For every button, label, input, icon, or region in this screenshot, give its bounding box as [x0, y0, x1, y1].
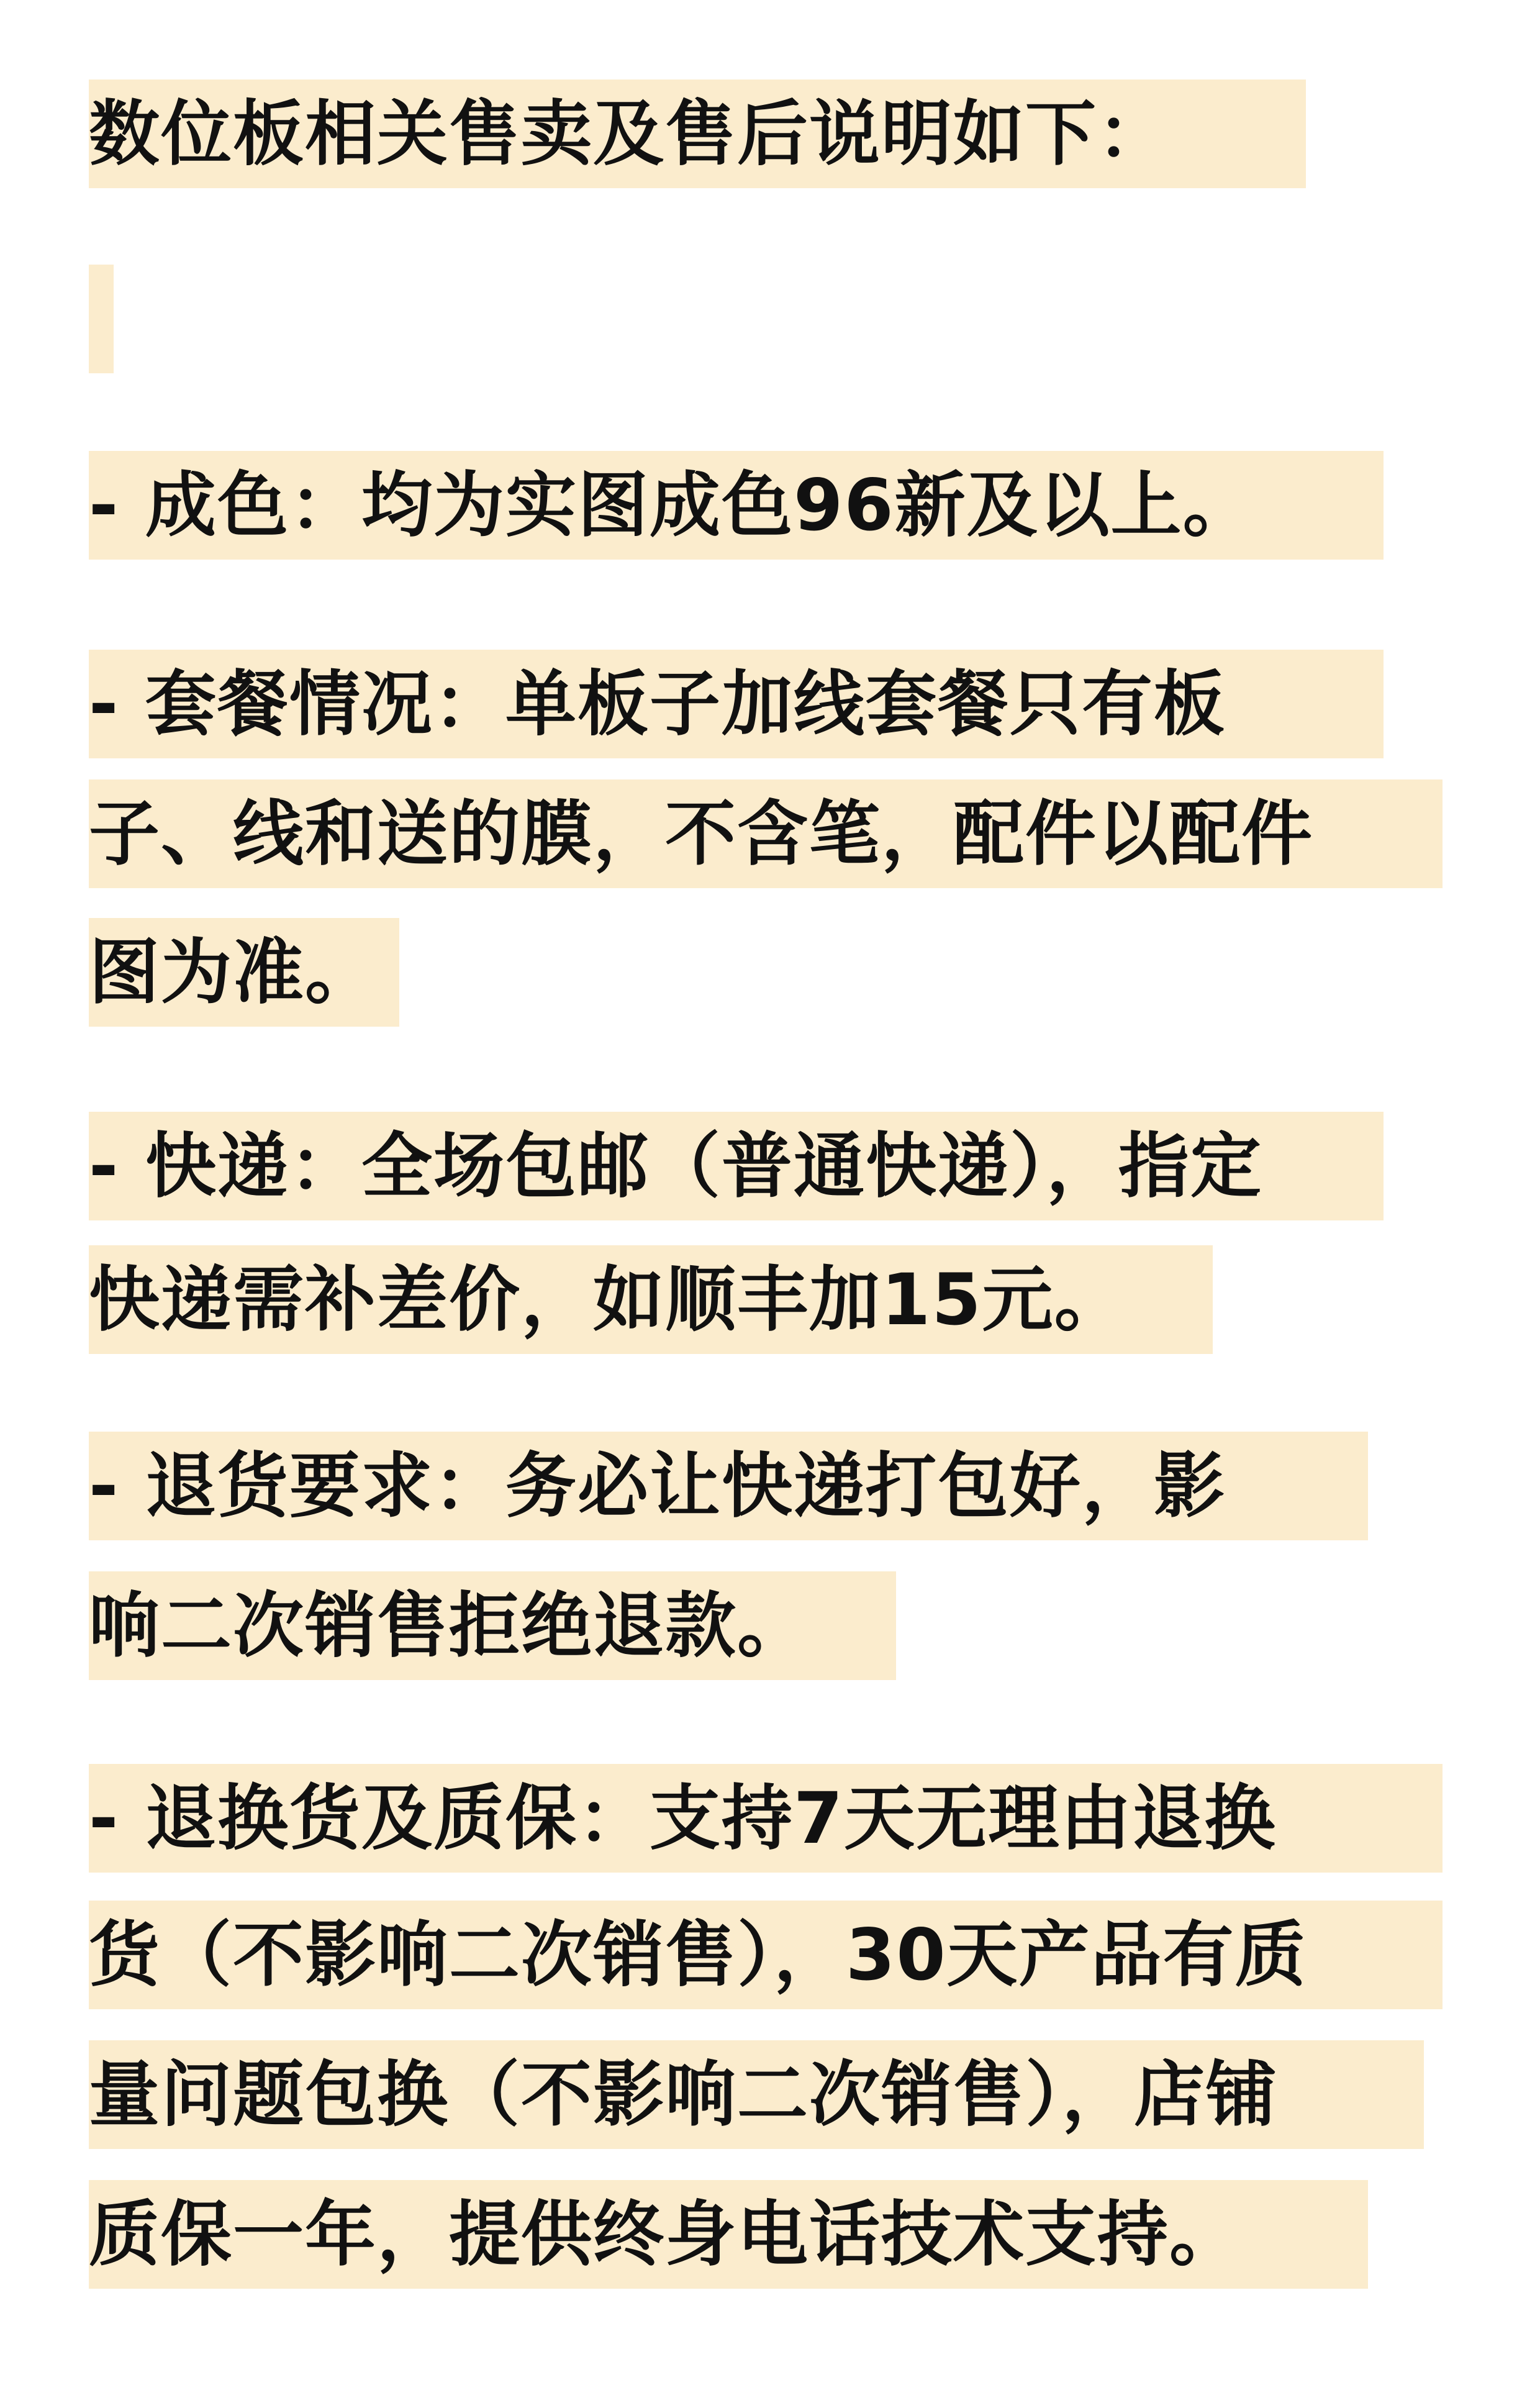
shipping-line-2: 快递需补差价，如顺丰加15元。 [89, 1258, 1126, 1341]
warranty-line-3: 量问题包换（不影响二次销售），店铺 [89, 2053, 1279, 2136]
empty-line-highlight [89, 265, 114, 373]
package-line-1: - 套餐情况：单板子加线套餐只有板 [89, 663, 1226, 745]
package-line-3: 图为准。 [89, 931, 378, 1014]
shipping-line-1: - 快递：全场包邮（普通快递），指定 [89, 1125, 1263, 1207]
return-line-2: 响二次销售拒绝退款。 [89, 1584, 810, 1667]
warranty-line-4: 质保一年，提供终身电话技术支持。 [89, 2193, 1242, 2276]
package-line-2: 子、线和送的膜，不含笔，配件以配件 [89, 793, 1314, 875]
condition-line: - 成色：均为实图成色96新及以上。 [89, 464, 1255, 547]
return-line-1: - 退货要求：务必让快递打包好，影 [89, 1445, 1226, 1527]
page-title: 数位板相关售卖及售后说明如下： [89, 93, 1170, 175]
warranty-line-1: - 退换货及质保：支持7天无理由退换 [89, 1777, 1277, 1860]
warranty-line-2: 货（不影响二次销售），30天产品有质 [89, 1914, 1307, 1996]
